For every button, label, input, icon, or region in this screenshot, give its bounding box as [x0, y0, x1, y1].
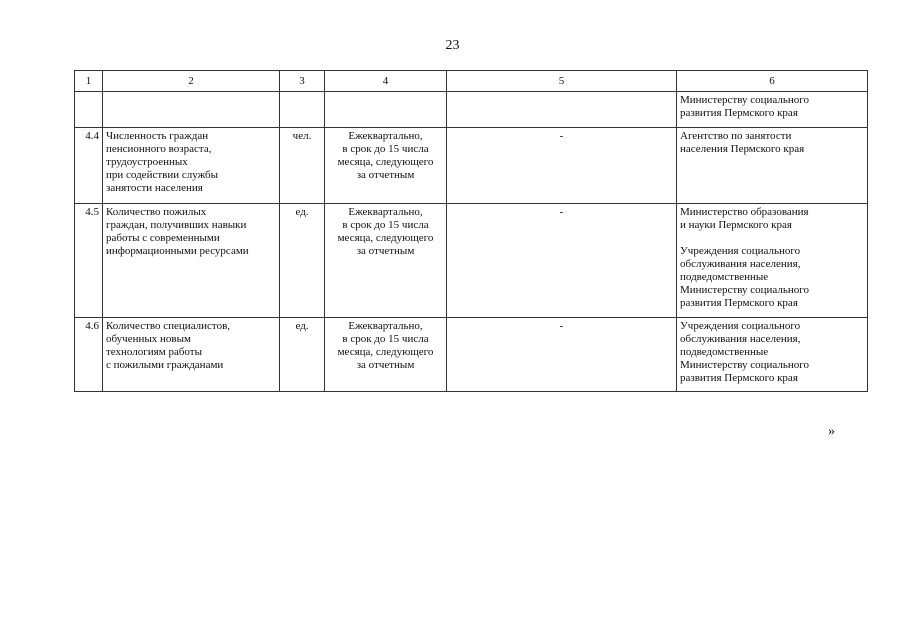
text-line: работы с современными [106, 232, 220, 244]
closing-quote: » [828, 424, 835, 439]
text-line: Численность граждан [106, 130, 209, 142]
cell-period [325, 318, 447, 392]
cell-period [325, 128, 447, 204]
indicators-table [74, 70, 868, 392]
cell-period [325, 204, 447, 318]
text-line: развития Пермского края [680, 107, 798, 119]
text-line: обслуживания населения, [680, 258, 801, 270]
page-number: 23 [445, 38, 460, 53]
cell-col5: - [447, 318, 677, 392]
text-line: и науки Пермского края [680, 219, 792, 231]
cell-indicator [103, 204, 280, 318]
header-col-5: 5 [447, 71, 677, 92]
text-line: Ежеквартально, [348, 206, 423, 218]
text-line: в срок до 15 числа [342, 333, 429, 345]
text-line: Учреждения социального [680, 245, 801, 257]
text-line: подведомственные [680, 346, 769, 358]
header-col-4: 4 [325, 71, 447, 92]
text-line: Количество специалистов, [106, 320, 231, 332]
cell-responsible [677, 92, 868, 128]
text-line: Ежеквартально, [348, 320, 423, 332]
text-line: информационными ресурсами [106, 245, 249, 257]
table-row-continuation [75, 92, 868, 128]
cell-empty [75, 92, 103, 128]
cell-unit: чел. [280, 128, 325, 204]
cell-empty [103, 92, 280, 128]
text-line: месяца, следующего [337, 346, 434, 358]
text-line: Агентство по занятости [680, 130, 792, 142]
text-line: обученных новым [106, 333, 191, 345]
cell-number: 4.5 [75, 204, 103, 318]
table-header-row [75, 71, 868, 92]
header-col-2: 2 [103, 71, 280, 92]
cell-empty [280, 92, 325, 128]
table-row [75, 204, 868, 318]
cell-unit: ед. [280, 204, 325, 318]
text-line: за отчетным [356, 169, 415, 181]
cell-unit: ед. [280, 318, 325, 392]
header-col-6: 6 [677, 71, 868, 92]
text-line: обслуживания населения, [680, 333, 801, 345]
paragraph-gap [680, 232, 864, 245]
cell-responsible [677, 318, 868, 392]
text-line: за отчетным [356, 245, 415, 257]
cell-col5: - [447, 128, 677, 204]
cell-col5: - [447, 204, 677, 318]
text-line: пенсионного возраста, [106, 143, 212, 155]
text-line: за отчетным [356, 359, 415, 371]
cell-indicator [103, 128, 280, 204]
cell-empty [325, 92, 447, 128]
table-row [75, 128, 868, 204]
text-line: технологиям работы [106, 346, 202, 358]
table-row [75, 318, 868, 392]
text-line: в срок до 15 числа [342, 143, 429, 155]
text-line: Министерству социального [680, 359, 810, 371]
cell-responsible [677, 128, 868, 204]
text-line: граждан, получивших навыки [106, 219, 247, 231]
text-line: Учреждения социального [680, 320, 801, 332]
text-line: при содействии службы [106, 169, 219, 181]
text-line: с пожилыми гражданами [106, 359, 224, 371]
cell-indicator [103, 318, 280, 392]
text-line: в срок до 15 числа [342, 219, 429, 231]
text-line: Количество пожилых [106, 206, 207, 218]
text-line: месяца, следующего [337, 232, 434, 244]
text-line: месяца, следующего [337, 156, 434, 168]
text-line: подведомственные [680, 271, 769, 283]
text-line: Ежеквартально, [348, 130, 423, 142]
text-line: трудоустроенных [106, 156, 188, 168]
cell-responsible [677, 204, 868, 318]
header-col-3: 3 [280, 71, 325, 92]
text-line: Министерство образования [680, 206, 809, 218]
text-line: развития Пермского края [680, 297, 798, 309]
text-line: занятости населения [106, 182, 203, 194]
text-line: Министерству социального [680, 284, 810, 296]
cell-number: 4.6 [75, 318, 103, 392]
text-line: Министерству социального [680, 94, 810, 106]
text-line: населения Пермского края [680, 143, 805, 155]
header-col-1: 1 [75, 71, 103, 92]
text-line: развития Пермского края [680, 372, 798, 384]
cell-empty [447, 92, 677, 128]
cell-number: 4.4 [75, 128, 103, 204]
